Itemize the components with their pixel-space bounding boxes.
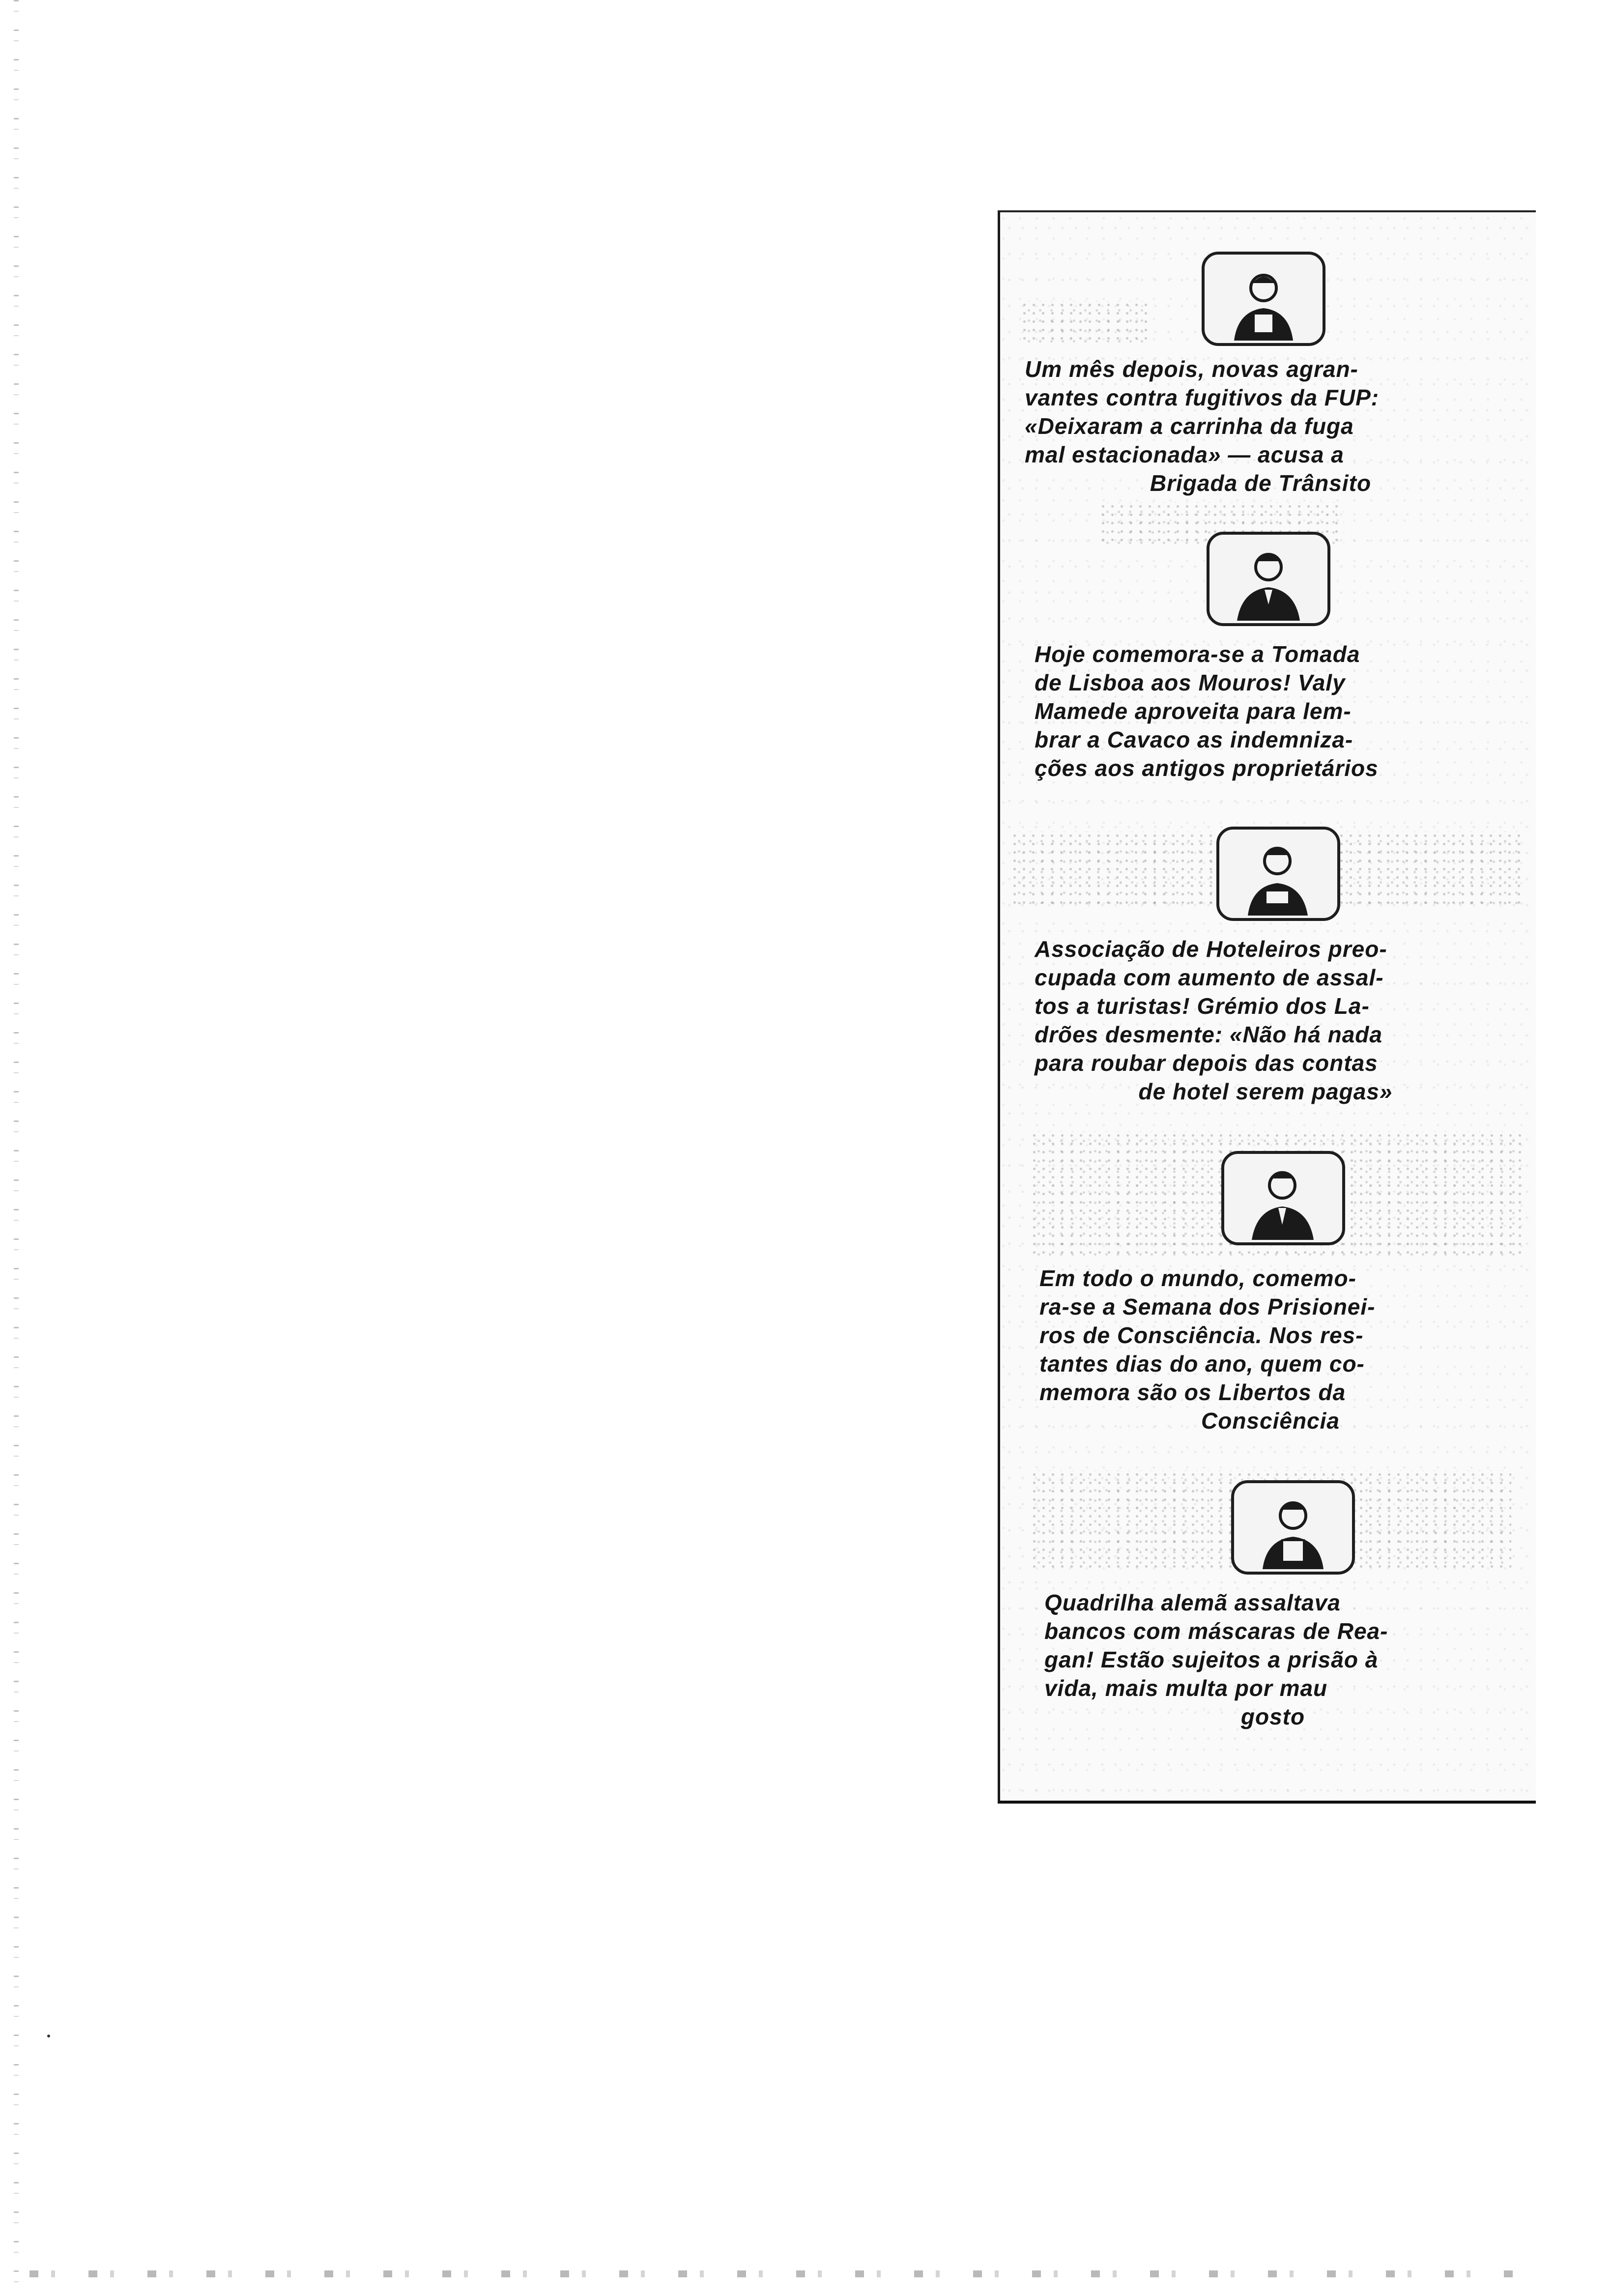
item-caption: [1039, 1264, 1501, 1435]
caption-line: bancos com máscaras de Rea-: [1044, 1618, 1388, 1644]
scan-bottom-noise: [29, 2270, 1514, 2277]
tv-presenter-icon: [1231, 1480, 1355, 1575]
caption-line: Associação de Hoteleiros preo-: [1035, 936, 1387, 962]
caption-line: cupada com aumento de assal-: [1035, 965, 1384, 990]
caption-line: gan! Estão sujeitos a prisão à: [1044, 1647, 1379, 1672]
caption-line: Consciência: [1201, 1408, 1340, 1434]
caption-line: Mamede aproveita para lem-: [1035, 698, 1352, 724]
caption-line: ções aos antigos proprietários: [1035, 755, 1379, 781]
tv-presenter-icon: [1202, 252, 1325, 346]
item-caption: [1035, 935, 1497, 1106]
scan-dot: [47, 2035, 50, 2038]
caption-line: memora são os Libertos da: [1039, 1379, 1346, 1405]
caption-line: mal estacionada» — acusa a: [1025, 442, 1344, 467]
caption-line: para roubar depois das contas: [1035, 1050, 1378, 1076]
print-speckle: [1020, 301, 1148, 345]
caption-line: gosto: [1240, 1704, 1305, 1729]
caption-line: vida, mais multa por mau: [1044, 1675, 1328, 1701]
caption-line: ros de Consciência. Nos res-: [1039, 1322, 1364, 1348]
caption-line: Brigada de Trânsito: [1150, 470, 1372, 496]
caption-line: vantes contra fugitivos da FUP:: [1025, 385, 1380, 410]
caption-line: ra-se a Semana dos Prisionei-: [1039, 1294, 1376, 1320]
item-caption: [1044, 1588, 1501, 1731]
tv-presenter-icon: [1207, 532, 1330, 626]
item-caption: [1035, 640, 1492, 782]
caption-line: Um mês depois, novas agran-: [1025, 356, 1358, 382]
tv-presenter-icon: [1216, 827, 1340, 921]
caption-line: de Lisboa aos Mouros! Valy: [1035, 670, 1346, 695]
caption-line: de hotel serem pagas»: [1138, 1079, 1393, 1104]
caption-line: tantes dias do ano, quem co-: [1039, 1351, 1365, 1377]
tv-presenter-icon: [1221, 1151, 1345, 1245]
newspaper-clipping: [998, 210, 1536, 1804]
item-caption: [1025, 355, 1497, 497]
caption-line: «Deixaram a carrinha da fuga: [1025, 413, 1354, 439]
scan-edge-noise: [14, 0, 19, 2296]
caption-line: brar a Cavaco as indemniza-: [1035, 727, 1353, 752]
caption-line: Quadrilha alemã assaltava: [1044, 1590, 1341, 1615]
caption-line: tos a turistas! Grémio dos La-: [1035, 993, 1370, 1019]
caption-line: Hoje comemora-se a Tomada: [1035, 641, 1360, 667]
caption-line: Em todo o mundo, comemo-: [1039, 1265, 1356, 1291]
caption-line: drões desmente: «Não há nada: [1035, 1022, 1382, 1047]
